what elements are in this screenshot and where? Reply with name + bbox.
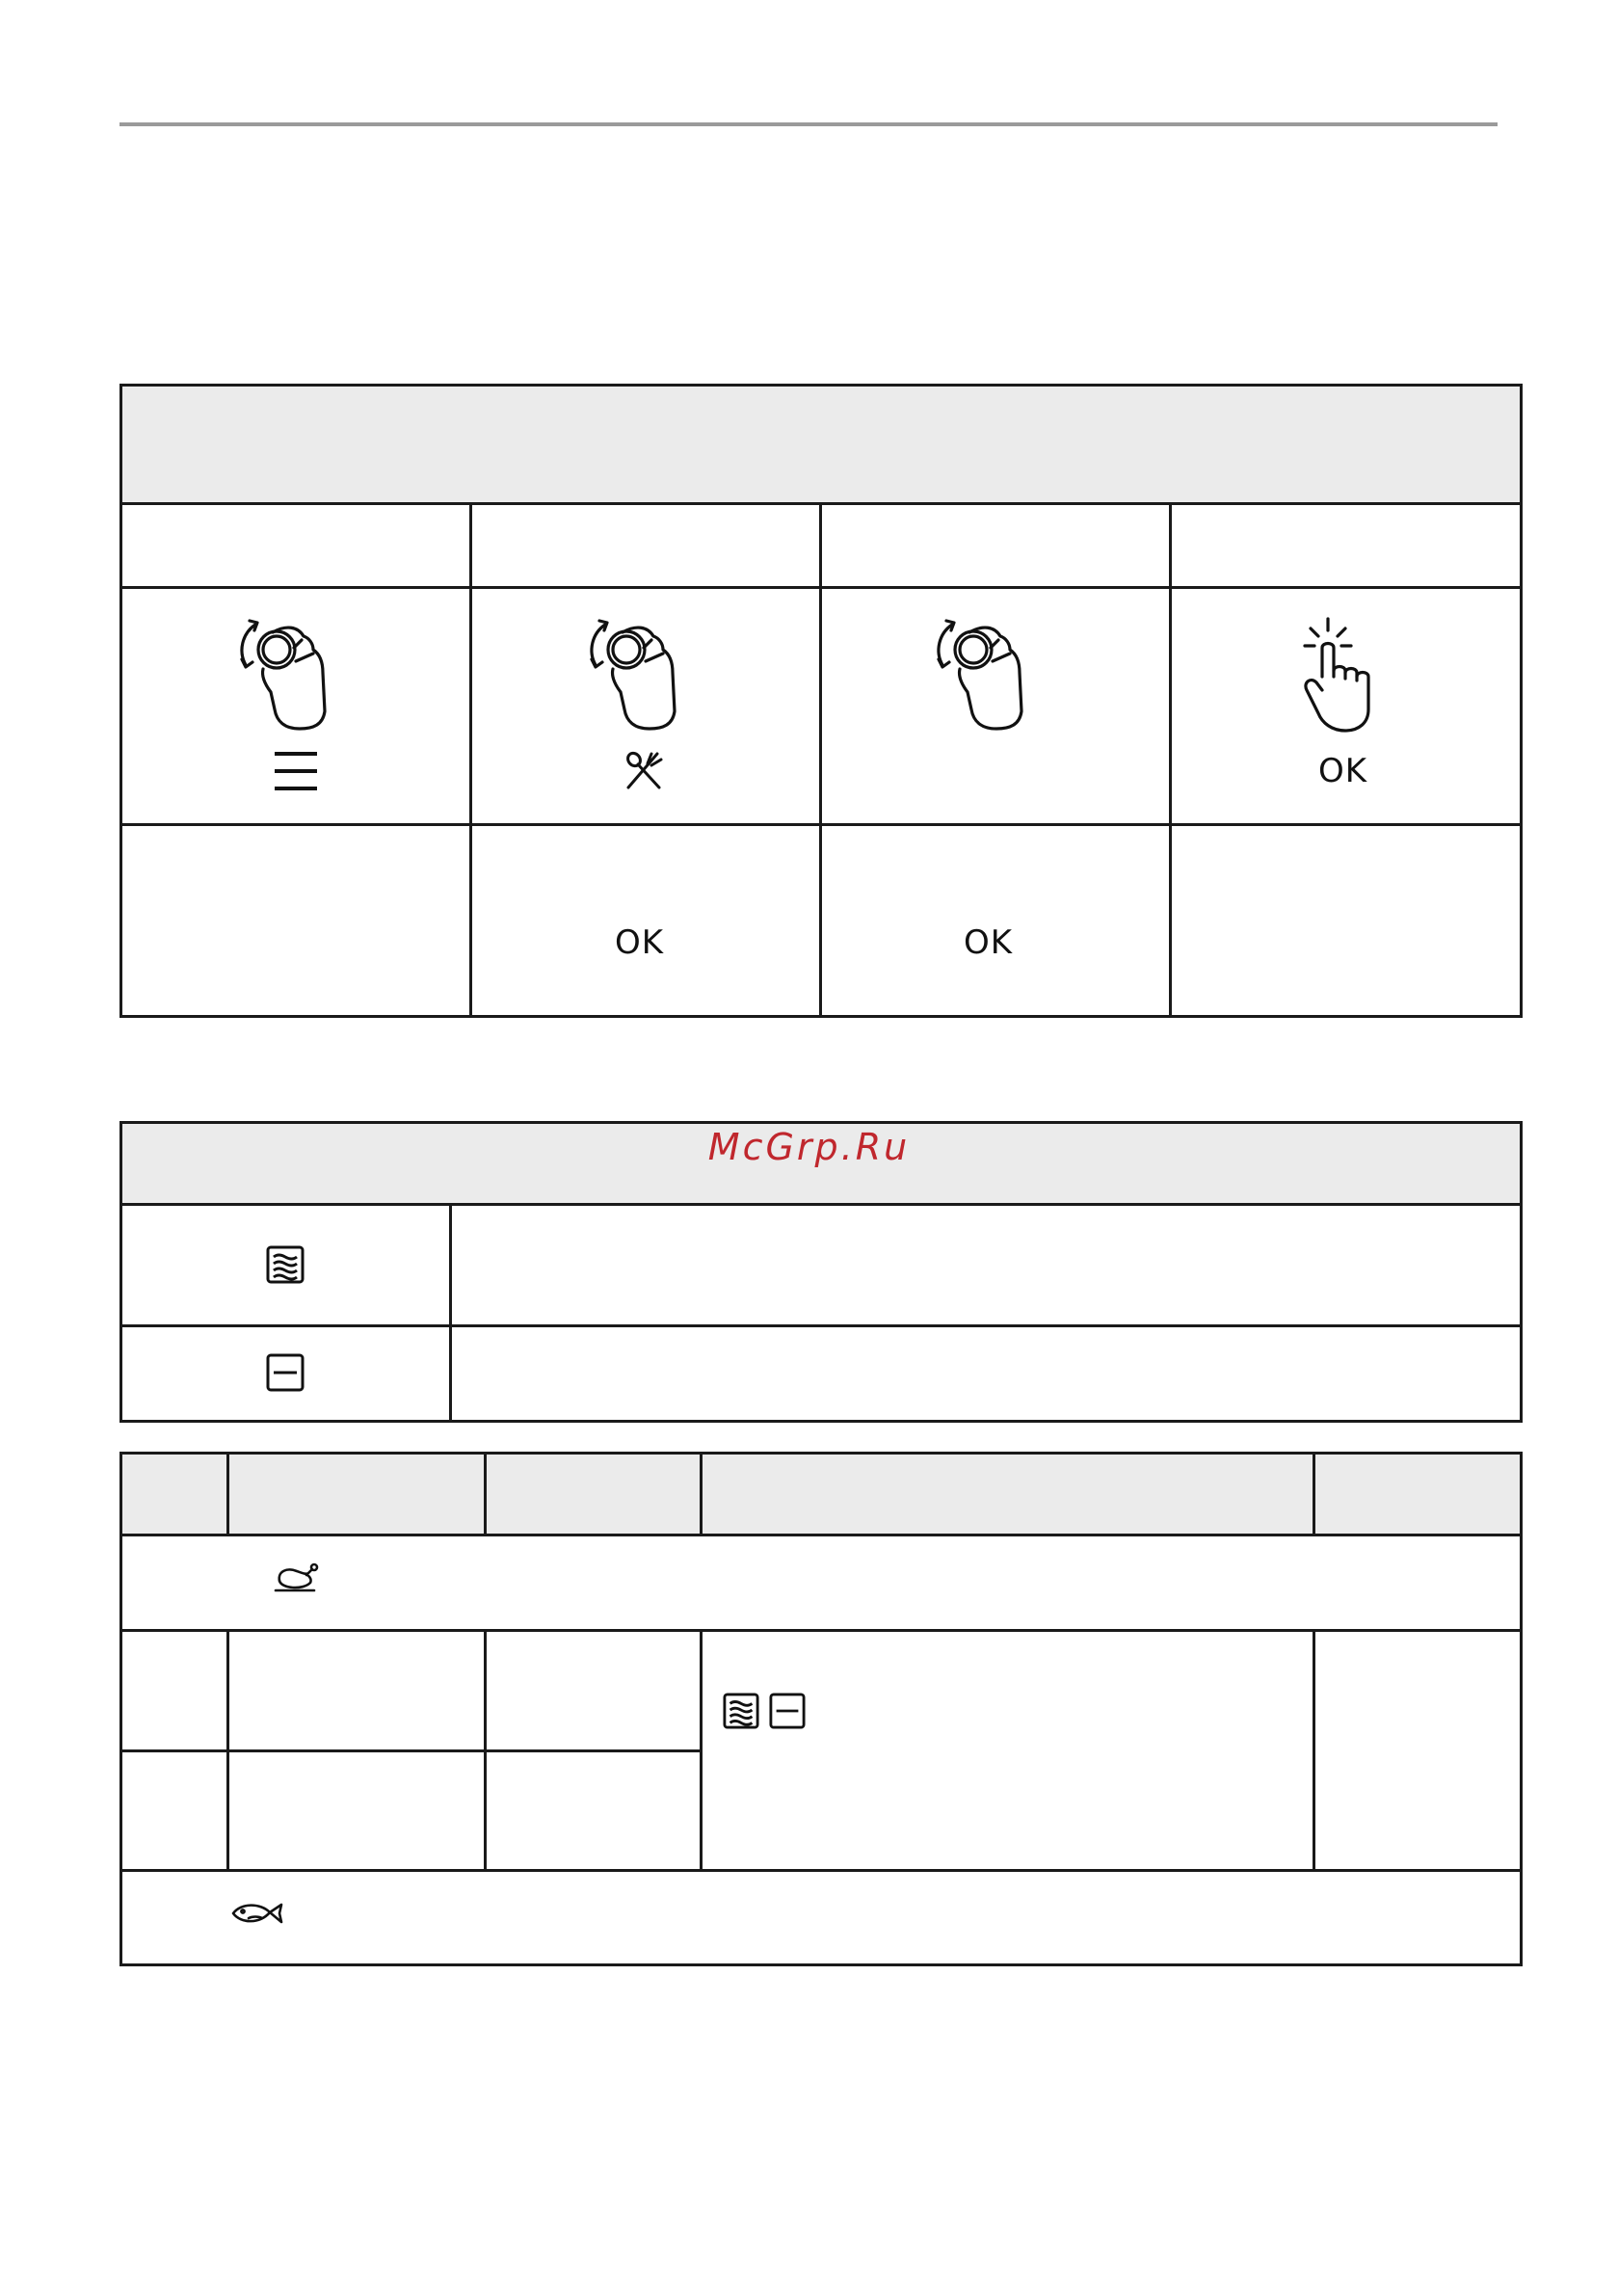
ok-label: OK: [1318, 752, 1368, 790]
menu-icon: [273, 750, 319, 792]
press-hand-icon: [1301, 617, 1378, 733]
poultry-icon: [274, 1562, 322, 1592]
top-rule: [119, 122, 1498, 126]
microwave-icon: [266, 1245, 305, 1284]
heater-icon: [266, 1353, 305, 1392]
heater-icon: [769, 1693, 806, 1729]
microwave-icon: [723, 1693, 759, 1729]
ok-label: OK: [964, 923, 1014, 962]
knob-turn-hand-icon: [586, 615, 692, 731]
fish-icon: [231, 1901, 285, 1926]
cutlery-icon: [624, 752, 663, 790]
knob-turn-hand-icon: [236, 615, 342, 731]
knob-turn-hand-icon: [933, 615, 1039, 731]
ok-label: OK: [615, 923, 665, 962]
watermark: McGrp.Ru: [707, 1126, 911, 1168]
